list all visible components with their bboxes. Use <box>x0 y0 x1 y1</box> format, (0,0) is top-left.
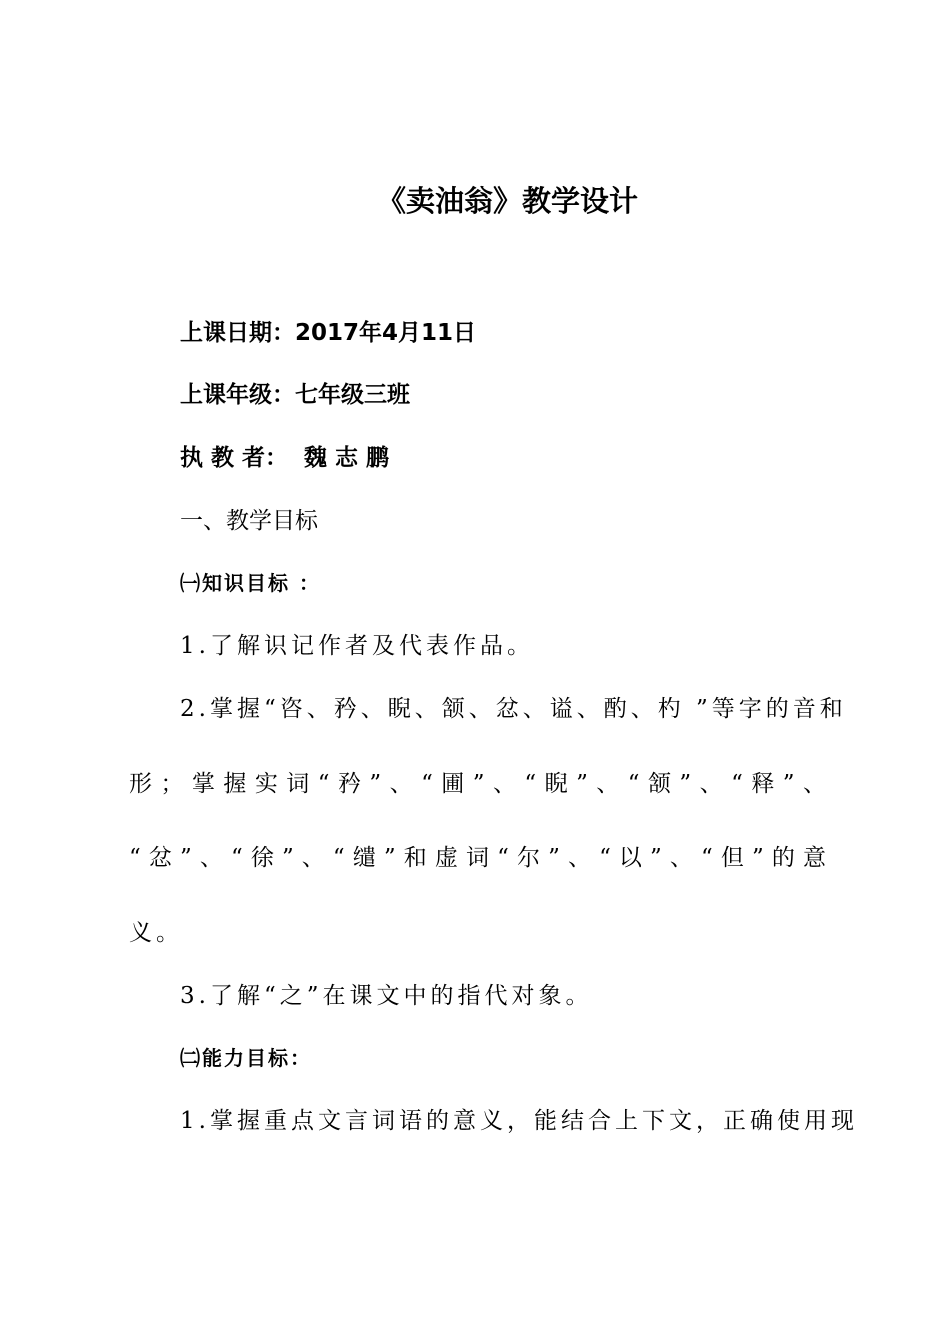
teacher-line: 执 教 者： 魏 志 鹏 <box>180 445 390 471</box>
knowledge-goal-1: 1.了解识记作者及代表作品。 <box>180 633 534 659</box>
subheading-ability-goals: ㈡能力目标： <box>180 1046 312 1070</box>
section-heading-teaching-goals: 一、教学目标 <box>180 508 318 534</box>
knowledge-goal-2-line-3: “忿”、“徐”、“缱”和虚词“尔”、“以”、“但”的意 <box>129 845 830 871</box>
knowledge-goal-2-line-1: 2.掌握“咨、矜、睨、颔、忿、谥、酌、杓 ”等字的音和 <box>180 696 847 722</box>
class-grade-line: 上课年级：七年级三班 <box>180 382 410 408</box>
knowledge-goal-3: 3.了解“之”在课文中的指代对象。 <box>180 983 593 1009</box>
knowledge-goal-2-line-2: 形；掌握实词“矜”、“圃”、“睨”、“颔”、“释”、 <box>129 771 830 797</box>
knowledge-goal-2-line-4: 义。 <box>129 920 183 946</box>
document-title: 《卖油翁》教学设计 <box>376 184 638 218</box>
subheading-knowledge-goals: ㈠知识目标 ： <box>180 571 321 595</box>
ability-goal-1-line-1: 1.掌握重点文言词语的意义，能结合上下文，正确使用现 <box>180 1108 858 1134</box>
class-date-line: 上课日期：2017年4月11日 <box>180 320 477 346</box>
